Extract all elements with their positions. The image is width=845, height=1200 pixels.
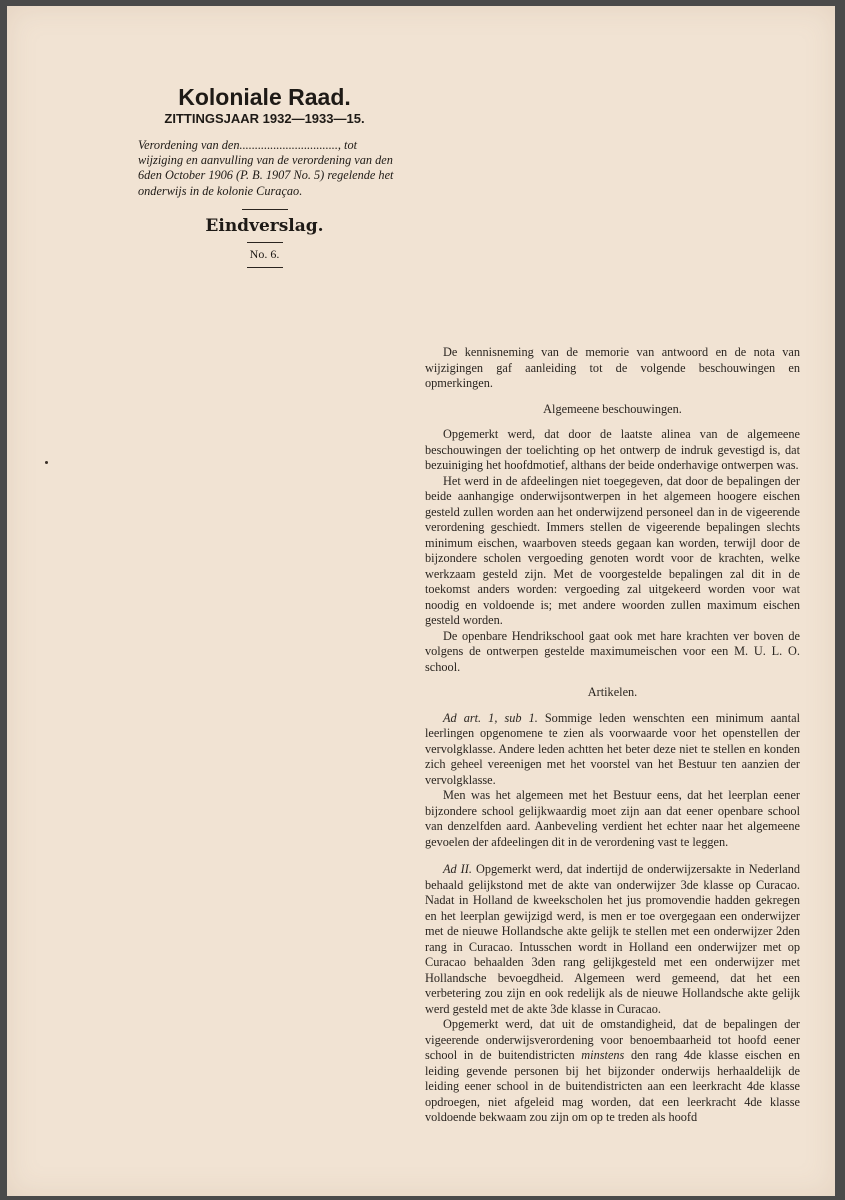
article-label: Ad art. 1, sub 1. [443, 710, 538, 725]
section-heading-articles: Artikelen. [587, 685, 638, 699]
paragraph: De openbare Hendrikschool gaat ook met hare krachten ver boven de volgens de ontwerpen gestelde maximumeischen voor een M. U. L. O. school. [425, 628, 800, 674]
article-paragraph [425, 862, 800, 1017]
emphasis-text: minstens [581, 1048, 625, 1062]
document-number: No. 6. [249, 246, 280, 261]
article-text: Opgemerkt werd, dat indertijd de onderwijzersakte in Nederland behaald gelijkstond met de akte van onderwijzer 3de klasse op Curacao. Nadat in Holland de kweekscholen het jus promovendie hadden gekregen en het leerplan gewijzigd werd, is men er toe overgegaan een onderwijzer met de nieuwe Hollandsche akte gelijk te stellen met een onderwijzer 2den rang in Curacao. Intusschen wordt in Holland een onderwijzer met op Curacao behaalden 3den rang gelijkgesteld met een onderwijzer met Hollandsche bevoegdheid. Algemeen werd gemeend, dat het een verbetering zou zijn en ook redelijk als de nieuwe Hollandsche akte gelijk werd gesteld met de akte 3de klasse in Curacao. [425, 862, 801, 1016]
report-title: Eindverslag. [205, 215, 324, 236]
article-text: Sommige leden wenschten een minimum aantal leerlingen opgenomene te zien als voorwaarde voor het openstellen der vervolgklasse. Andere leden achtten het beter deze niet te stellen en konden zich geheel vereenigen met het voorstel van het Bestuur ten aanzien der vervolgklasse. [425, 710, 800, 787]
paragraph: Opgemerkt werd, dat door de laatste alinea van de algemeene beschouwingen der toelichting op het ontwerp de indruk gevestigd is, dat bezuiniging het hoofdmotief, althans der beide onderhavige ontwerpen was. [425, 427, 800, 472]
council-title: Koloniale Raad. [178, 84, 351, 110]
divider-rule [247, 267, 283, 268]
paragraph: Men was het algemeen met het Bestuur eens, dat het leerplan eener bijzondere school gelijkwaardig moet zijn aan dat eener openbare school van denzelfden aard. Aanbeveling verdient het echter naar het algemeene gevoelen der afdeelingen dit in de verordening vast te leggen. [425, 788, 800, 849]
paragraph [425, 1017, 800, 1126]
session-year: ZITTINGSJAAR 1932—1933—15. [164, 111, 365, 126]
text-run: Opgemerkt werd, dat uit de omstandigheid, dat de bepalingen der vigeerende onderwijsverordening voor benoembaarheid tot hoofd eener school in de buitendistricten [425, 1017, 800, 1062]
report-body [425, 345, 800, 1126]
text-run: den rang 4de klasse eischen en leiding gevende personen bij het bijzonder onderwijs herhaaldelijk de leiding eener school in de buitendistricten aan een leerkracht 4de klasse opdroegen, niet afgeleid mag worden, dat een leerkracht 4de klasse voldoende bekwaam zou zijn om op te treden als hoofd [425, 1048, 801, 1124]
paragraph: Het werd in de afdeelingen niet toegegeven, dat door de bepalingen der beide aanhangige onderwijsontwerpen in het algemeen hoogere eischen gesteld zullen worden aan het onderwijzend personeel dan in de vigeerende verordening geschiedt. Immers stellen de vigeerende bepalingen slechts minimum eischen, waarboven steeds gegaan kan worden, terwijl door de bijzondere scholen vergoeding genoten wordt voor de krachten, welke werkzaam gesteld zijn. Met de voorgestelde bepalingen zal dit in de toekomst anders worden: vergoeding zal uitgekeerd worden voor wat noodig en voldoende is; met andere woorden zullen maximum eischen gesteld worden. [425, 473, 800, 627]
divider-rule [247, 242, 283, 243]
intro-paragraph: De kennisneming van de memorie van antwoord en de nota van wijzigingen gaf aanleiding tot de volgende beschouwingen en opmerkingen. [425, 345, 800, 390]
ordinance-subject: Verordening van den................................, tot wijziging en aanvulling van de verordening van den 6den October 1906 (P. B. 1907 No. 5) regelende het onderwijs in de kolonie Curaçao. [138, 138, 394, 198]
paper-speck [45, 461, 48, 464]
article-label: Ad II. [443, 862, 472, 876]
document-page [7, 6, 835, 1196]
article-paragraph [425, 711, 800, 789]
document-header [132, 84, 397, 268]
divider-rule [242, 209, 288, 210]
section-heading-general: Algemeene beschouwingen. [543, 401, 682, 416]
